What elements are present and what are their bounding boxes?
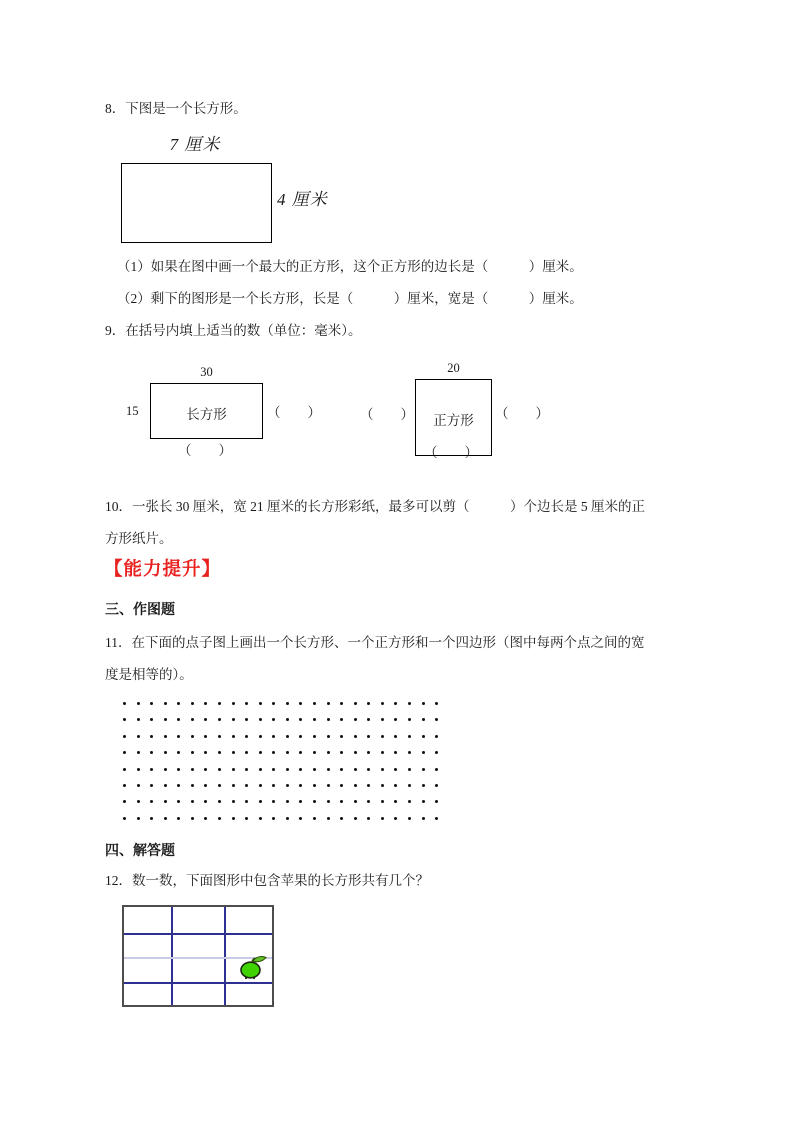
q8-top-dimension-label: 7 厘米 [169,135,221,154]
q9-square-right-blank: （ ） [495,406,549,421]
grid-dot [354,768,357,771]
grid-dot [367,784,370,787]
grid-dot [272,735,275,738]
grid-dot [422,702,425,705]
grid-dot [381,800,384,803]
grid-dot [204,735,207,738]
grid-dot [286,702,289,705]
grid-dot [422,800,425,803]
grid-dot [340,817,343,820]
q12-grid-hline-3 [124,982,272,984]
grid-dot [272,784,275,787]
grid-dot [137,817,140,820]
grid-dot [123,817,126,820]
grid-dot [286,751,289,754]
grid-dot [123,784,126,787]
grid-dot [137,751,140,754]
grid-dot [286,817,289,820]
grid-dot [191,784,194,787]
grid-dot [204,817,207,820]
grid-dot [218,702,221,705]
grid-dot [232,718,235,721]
grid-dot [232,751,235,754]
grid-dot [313,718,316,721]
question-11-line2: 度是相等的）。 [105,667,193,682]
grid-dot [394,817,397,820]
grid-dot [408,784,411,787]
grid-dot [137,718,140,721]
grid-dot [150,784,153,787]
grid-dot [340,718,343,721]
grid-dot [286,768,289,771]
grid-dot [408,800,411,803]
grid-dot [354,718,357,721]
grid-dot [177,751,180,754]
grid-dot [272,817,275,820]
grid-dot [286,800,289,803]
ability-boost-heading: 【能力提升】 [104,558,222,579]
grid-dot [232,735,235,738]
grid-dot [191,702,194,705]
grid-dot [340,751,343,754]
grid-dot [177,768,180,771]
q12-grid [122,905,274,1007]
grid-dot [150,702,153,705]
grid-dot [381,718,384,721]
grid-dot [381,735,384,738]
grid-dot [286,735,289,738]
grid-dot [204,800,207,803]
grid-dot [272,751,275,754]
question-10-line2: 方形纸片。 [105,531,173,546]
q9-rect-top-value: 30 [200,365,213,379]
grid-dot [340,800,343,803]
grid-dot [299,702,302,705]
grid-dot [422,817,425,820]
grid-dot [381,784,384,787]
grid-dot [218,817,221,820]
grid-dot [422,768,425,771]
grid-dot [204,718,207,721]
grid-dot [245,784,248,787]
grid-dot [259,768,262,771]
grid-dot [259,735,262,738]
grid-dot [299,784,302,787]
grid-dot [367,718,370,721]
grid-dot [327,768,330,771]
q9-square-top-value: 20 [447,361,460,375]
grid-dot [394,751,397,754]
grid-dot [381,751,384,754]
q9-square-label: 正方形 [433,413,474,428]
grid-dot [367,800,370,803]
grid-dot [272,718,275,721]
grid-dot [123,718,126,721]
grid-dot [435,718,438,721]
grid-dot [340,735,343,738]
grid-dot [232,768,235,771]
grid-dot [299,735,302,738]
grid-dot [218,800,221,803]
grid-dot [259,702,262,705]
grid-dot [245,702,248,705]
grid-dot [272,768,275,771]
q9-rect-bottom-blank: （ ） [178,443,232,458]
grid-dot [435,702,438,705]
grid-dot [123,751,126,754]
grid-dot [327,800,330,803]
grid-dot [259,800,262,803]
grid-dot [354,800,357,803]
question-10-line1: 10．一张长 30 厘米，宽 21 厘米的长方形彩纸，最多可以剪（ ）个边长是 5 厘米的正 [105,499,645,514]
grid-dot [218,784,221,787]
question-9-text: 9．在括号内填上适当的数（单位：毫米）。 [105,323,362,338]
grid-dot [435,751,438,754]
grid-dot [313,817,316,820]
q12-grid-vline-1 [171,907,173,1005]
question-12-text: 12．数一数，下面图形中包含苹果的长方形共有几个？ [105,873,429,888]
q12-grid-hline-1 [124,933,272,935]
grid-dot [340,768,343,771]
grid-dot [408,718,411,721]
grid-dot [123,768,126,771]
grid-dot [286,784,289,787]
grid-dot [177,817,180,820]
grid-dot [313,784,316,787]
grid-dot [232,784,235,787]
grid-dot [150,751,153,754]
grid-dot [259,718,262,721]
grid-dot [164,718,167,721]
grid-dot [177,800,180,803]
grid-dot [435,768,438,771]
grid-dot [164,784,167,787]
grid-dot [177,735,180,738]
grid-dot [204,751,207,754]
grid-dot [245,718,248,721]
grid-dot [313,751,316,754]
grid-dot [218,751,221,754]
grid-dot [204,702,207,705]
grid-dot [232,817,235,820]
grid-dot [245,751,248,754]
grid-dot [327,735,330,738]
grid-dot [137,702,140,705]
grid-dot [123,800,126,803]
grid-dot [164,768,167,771]
grid-dot [272,702,275,705]
grid-dot [191,817,194,820]
question-8-sub2-text: （2）剩下的图形是一个长方形，长是（ ）厘米，宽是（ ）厘米。 [117,291,583,306]
grid-dot [327,784,330,787]
grid-dot [367,702,370,705]
grid-dot [259,751,262,754]
q8-right-dimension-label: 4 厘米 [277,190,328,209]
grid-dot [394,784,397,787]
question-11-line1: 11．在下面的点子图上画出一个长方形、一个正方形和一个四边形（图中每两个点之间的宽 [105,635,645,650]
q9-rect-left-value: 15 [126,404,139,418]
grid-dot [191,735,194,738]
q8-rectangle-shape [121,163,272,243]
grid-dot [299,718,302,721]
grid-dot [218,768,221,771]
grid-dot [299,751,302,754]
grid-dot [286,718,289,721]
grid-dot [394,702,397,705]
grid-dot [232,800,235,803]
grid-dot [422,751,425,754]
grid-dot [177,702,180,705]
grid-dot [299,800,302,803]
grid-dot [367,751,370,754]
grid-dot [150,800,153,803]
grid-dot [191,768,194,771]
grid-dot [408,768,411,771]
grid-dot [177,784,180,787]
grid-dot [245,800,248,803]
q9-square-bottom-blank: （ ） [424,445,478,460]
grid-dot [150,768,153,771]
grid-dot [313,735,316,738]
grid-dot [327,718,330,721]
grid-dot [164,702,167,705]
section-4-heading: 四、解答题 [105,842,175,858]
grid-dot [381,702,384,705]
grid-dot [164,735,167,738]
grid-dot [340,702,343,705]
question-8-sub1-text: （1）如果在图中画一个最大的正方形，这个正方形的边长是（ ）厘米。 [117,259,583,274]
grid-dot [408,751,411,754]
section-3-heading: 三、作图题 [105,601,175,617]
grid-dot [259,817,262,820]
q9-rectangle-shape [150,383,263,439]
grid-dot [408,702,411,705]
grid-dot [204,768,207,771]
grid-dot [137,735,140,738]
grid-dot [394,718,397,721]
grid-dot [218,735,221,738]
grid-dot [313,800,316,803]
grid-dot [367,735,370,738]
q9-rectangle-label: 长方形 [186,407,227,422]
grid-dot [435,735,438,738]
grid-dot [191,751,194,754]
grid-dot [394,768,397,771]
grid-dot [150,735,153,738]
grid-dot [408,817,411,820]
grid-dot [164,751,167,754]
grid-dot [299,817,302,820]
grid-dot [245,735,248,738]
grid-dot [204,784,207,787]
grid-dot [435,817,438,820]
grid-dot [327,751,330,754]
grid-dot [137,800,140,803]
dot-grid [123,702,441,822]
grid-dot [313,768,316,771]
grid-dot [137,784,140,787]
grid-dot [354,784,357,787]
grid-dot [272,800,275,803]
grid-dot [381,817,384,820]
grid-dot [340,784,343,787]
apple-icon [237,954,267,980]
grid-dot [354,702,357,705]
grid-dot [313,702,316,705]
grid-dot [381,768,384,771]
grid-dot [327,702,330,705]
grid-dot [354,751,357,754]
q12-grid-vline-2 [224,907,226,1005]
grid-dot [259,784,262,787]
grid-dot [123,735,126,738]
grid-dot [394,735,397,738]
grid-dot [245,817,248,820]
grid-dot [422,784,425,787]
grid-dot [245,768,248,771]
grid-dot [435,800,438,803]
grid-dot [150,817,153,820]
grid-dot [394,800,397,803]
grid-dot [327,817,330,820]
grid-dot [435,784,438,787]
grid-dot [164,800,167,803]
grid-dot [137,768,140,771]
grid-dot [408,735,411,738]
grid-dot [191,718,194,721]
q9-square-left-blank: （ ） [360,407,414,422]
grid-dot [422,718,425,721]
q9-rect-right-blank: （ ） [267,405,321,420]
grid-dot [218,718,221,721]
grid-dot [191,800,194,803]
grid-dot [367,817,370,820]
grid-dot [177,718,180,721]
grid-dot [150,718,153,721]
grid-dot [367,768,370,771]
grid-dot [422,735,425,738]
question-8-text: 8．下图是一个长方形。 [105,101,247,116]
grid-dot [354,817,357,820]
grid-dot [164,817,167,820]
grid-dot [299,768,302,771]
grid-dot [123,702,126,705]
grid-dot [232,702,235,705]
grid-dot [354,735,357,738]
